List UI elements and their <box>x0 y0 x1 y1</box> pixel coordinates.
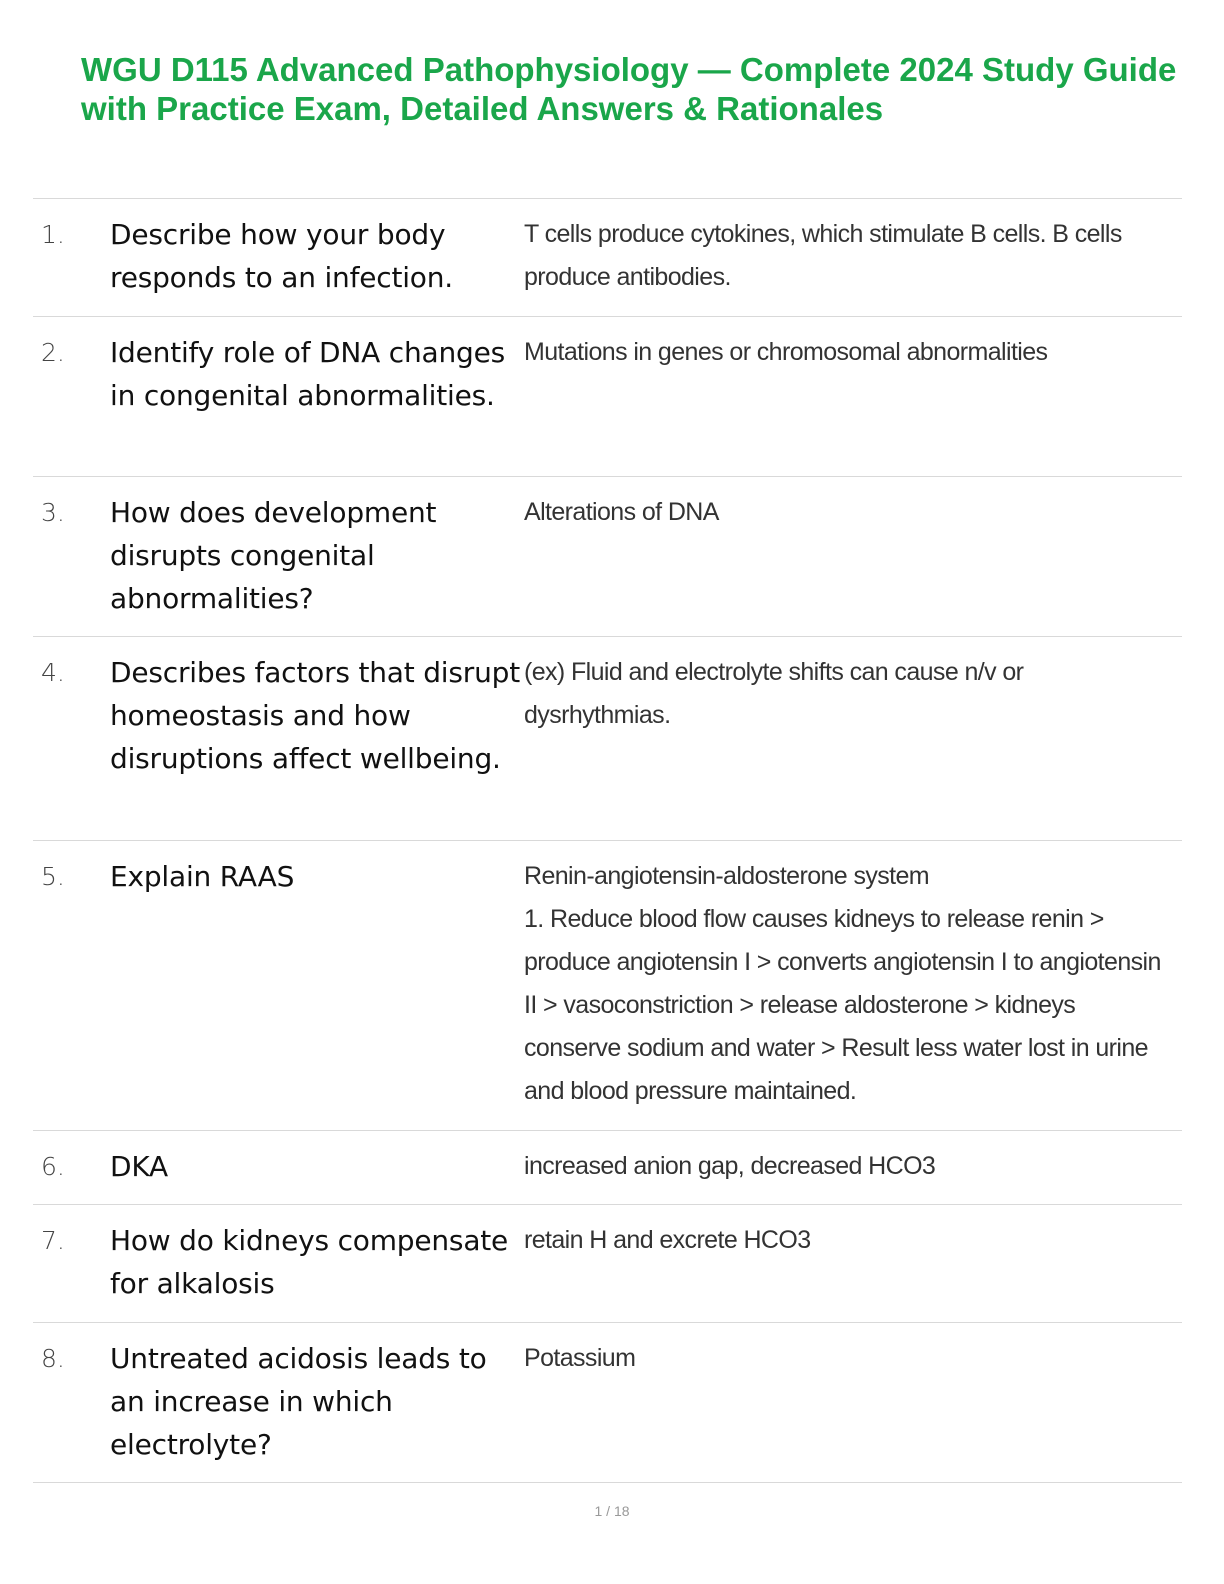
answer-line: T cells produce cytokines, which stimulate B cells. B cells produce antibodies. <box>524 220 1122 291</box>
qa-row-7 <box>33 1205 1182 1323</box>
question-text: Describe how your body responds to an infection. <box>110 218 453 294</box>
item-number: 1. <box>41 220 65 249</box>
answer-line: (ex) Fluid and electrolyte shifts can cause n/v or dysrhythmias. <box>524 658 1024 729</box>
qa-row-4 <box>33 637 1182 841</box>
answer-line: increased anion gap, decreased HCO3 <box>524 1152 936 1180</box>
item-number: 3. <box>41 498 65 527</box>
qa-row-3 <box>33 477 1182 637</box>
page-number: 1 / 18 <box>594 1503 630 1519</box>
qa-row-1 <box>33 199 1182 317</box>
question-text: How do kidneys compensate for alkalosis <box>110 1224 509 1300</box>
question-text: DKA <box>110 1150 168 1183</box>
answer-text <box>524 1337 1182 1482</box>
item-number: 8. <box>41 1344 65 1373</box>
question-text: Explain RAAS <box>110 860 295 893</box>
answer-text <box>524 1145 1182 1204</box>
qa-list <box>33 198 1182 1483</box>
question-text: Describes factors that disrupt homeostasis and how disruptions affect wellbeing. <box>110 656 520 775</box>
answer-line: 1. Reduce blood flow causes kidneys to release renin > produce angiotensin I > converts angiotensin I to angiotensin II > vasoconstriction > release aldosterone > kidneys conserve sodium and water > Result less water lost in urine and blood pressure maintained. <box>524 905 1161 1105</box>
answer-text <box>524 855 1182 1130</box>
answer-line: Renin-angiotensin-aldosterone system <box>524 862 930 890</box>
question-text: How does development disrupts congenital abnormalities? <box>110 496 437 615</box>
answer-text <box>524 651 1182 840</box>
answer-text <box>524 1219 1182 1322</box>
answer-text <box>524 213 1182 316</box>
question-text: Untreated acidosis leads to an increase in which electrolyte? <box>110 1342 487 1461</box>
answer-line: Mutations in genes or chromosomal abnormalities <box>524 338 1048 366</box>
item-number: 6. <box>41 1152 65 1181</box>
qa-row-2 <box>33 317 1182 477</box>
qa-row-6 <box>33 1131 1182 1205</box>
item-number: 4. <box>41 658 65 687</box>
item-number: 2. <box>41 338 65 367</box>
answer-line: Potassium <box>524 1344 636 1372</box>
qa-row-8 <box>33 1323 1182 1483</box>
answer-text <box>524 331 1182 476</box>
qa-row-5 <box>33 841 1182 1131</box>
document-title: WGU D115 Advanced Pathophysiology — Complete 2024 Study Guide with Practice Exam, Detailed Answers & Rationales <box>81 51 1177 127</box>
answer-text <box>524 491 1182 636</box>
item-number: 5. <box>41 862 65 891</box>
answer-line: Alterations of DNA <box>524 498 719 526</box>
question-text: Identify role of DNA changes in congenital abnormalities. <box>110 336 506 412</box>
item-number: 7. <box>41 1226 65 1255</box>
answer-line: retain H and excrete HCO3 <box>524 1226 811 1254</box>
